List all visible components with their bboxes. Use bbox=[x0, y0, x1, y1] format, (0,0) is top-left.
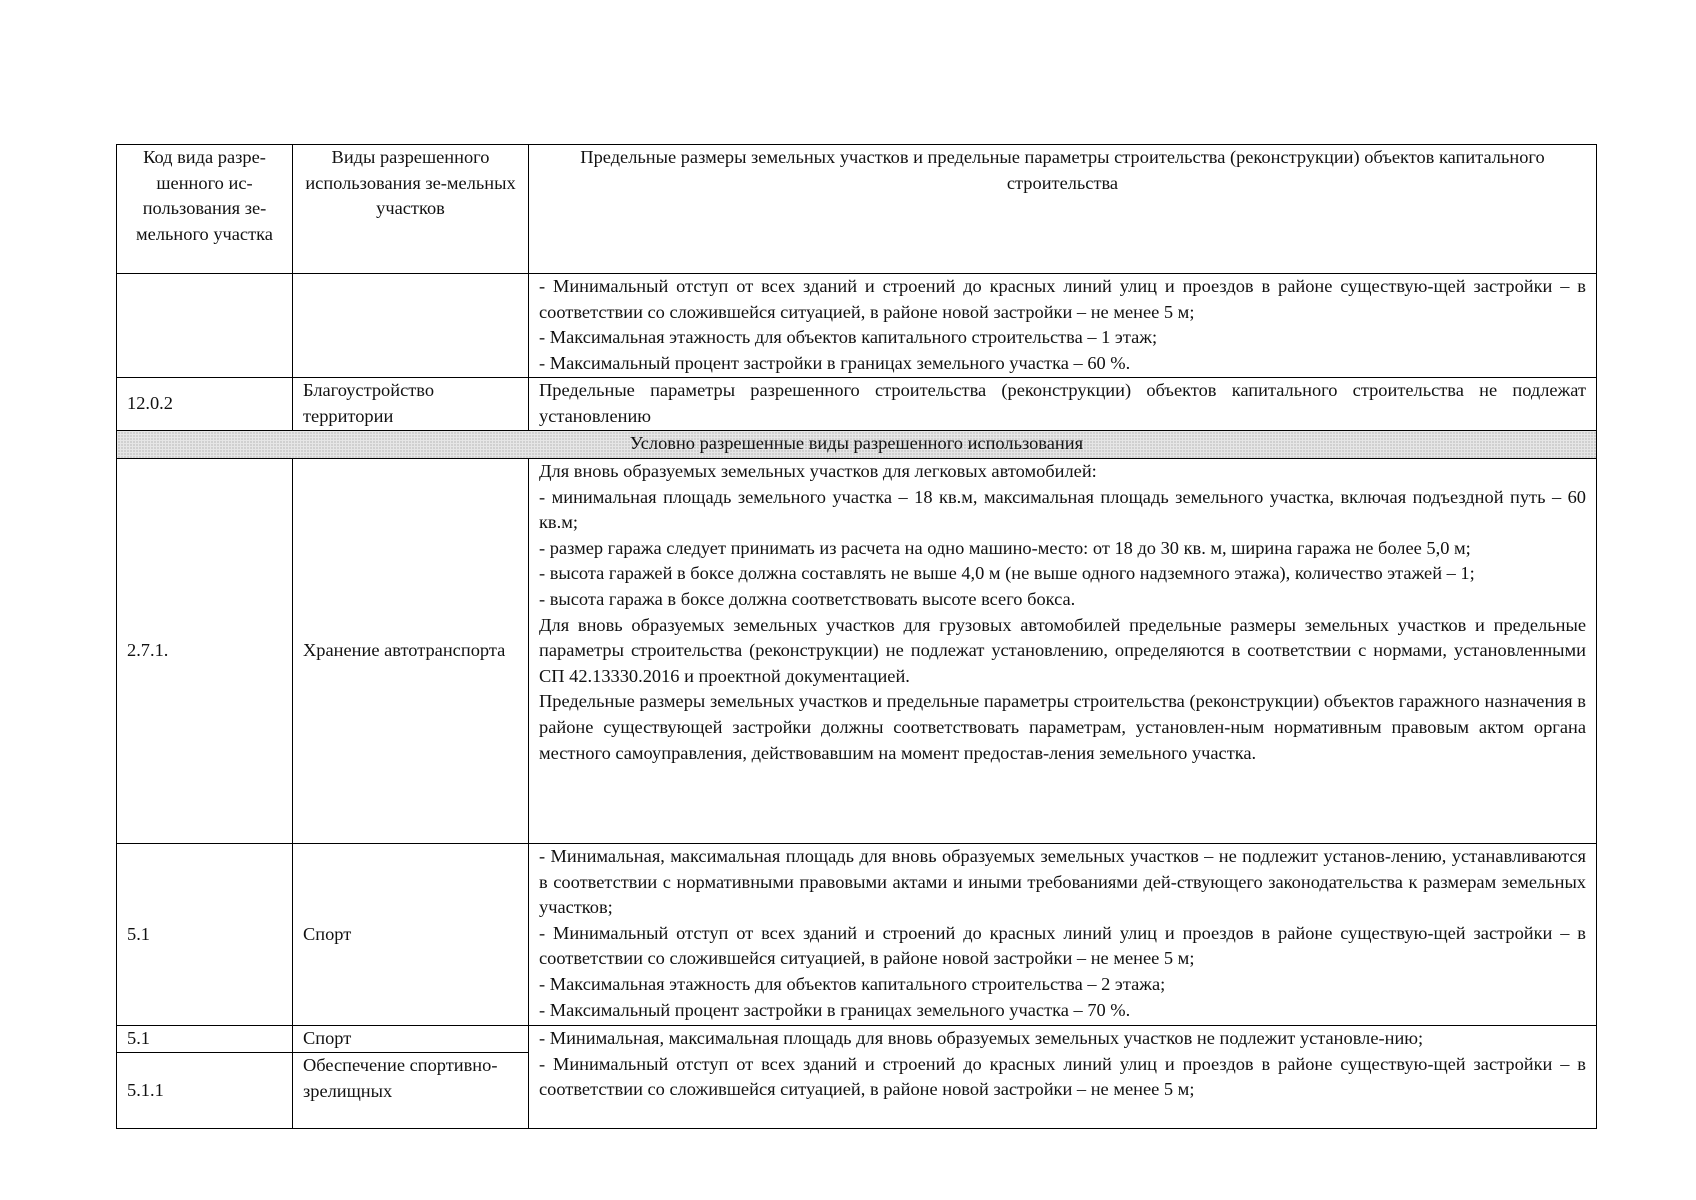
parameter-line: - Максимальная этажность для объектов капитального строительства – 1 этаж; bbox=[539, 327, 1158, 348]
table-row bbox=[117, 378, 1597, 431]
parameter-line: - минимальная площадь земельного участка – 18 кв.м, максимальная площадь земельного участка, включая подъездной путь – 60 кв.м; bbox=[539, 486, 1586, 533]
parameters-cell bbox=[529, 378, 1597, 431]
section-title bbox=[117, 431, 1597, 459]
parameters-cell bbox=[529, 274, 1597, 378]
parameter-line: Для вновь образуемых земельных участков для грузовых автомобилей предельные размеры земельных участков и предельные параметры строительства (реконструкции) не подлежат установлению, определяются в соответствии с нормами, установленными СП 42.13330.2016 и проектной документацией. bbox=[539, 614, 1586, 686]
section-title-text: Условно разрешенные виды разрешенного использования bbox=[629, 433, 1084, 453]
parameter-line: - Минимальный отступ от всех зданий и строений до красных линий улиц и проездов в районе существую-щей застройки – в соответствии со сложившейся ситуацией, в районе новой застройки – не менее 5 м; bbox=[539, 276, 1586, 322]
zoning-table bbox=[116, 144, 1597, 1129]
parameter-line: - Минимальная, максимальная площадь для вновь образуемых земельных участков не подлежит установле-нию; bbox=[539, 1028, 1424, 1048]
parameter-line: Для вновь образуемых земельных участков для легковых автомобилей: bbox=[539, 461, 1097, 481]
parameter-line: - высота гаражей в боксе должна составлять не выше 4,0 м (не выше одного надземного этажа), количество этажей – 1; bbox=[539, 563, 1475, 584]
parameter-line: - Максимальная этажность для объектов капитального строительства – 2 этажа; bbox=[539, 973, 1166, 994]
parameter-line: - высота гаража в боксе должна соответствовать высоте всего бокса. bbox=[539, 588, 1076, 609]
code-cell: 5.1 bbox=[117, 1026, 293, 1053]
code-cell: 12.0.2 bbox=[117, 378, 293, 431]
use-type-cell: Хранение автотранспорта bbox=[293, 459, 529, 844]
table-row bbox=[117, 844, 1597, 1026]
header-parameters: Предельные размеры земельных участков и предельные параметры строительства (реконструкции) объектов капитального строительства bbox=[529, 145, 1597, 274]
header-code: Код вида разре-шенного ис-пользования зе-мельного участка bbox=[117, 145, 293, 274]
parameter-line: Предельные параметры разрешенного строительства (реконструкции) объектов капитального строительства не подлежат установлению bbox=[539, 380, 1586, 426]
parameters-cell bbox=[529, 844, 1597, 1026]
table-row bbox=[117, 274, 1597, 378]
parameters-cell bbox=[529, 459, 1597, 844]
use-type-cell: Обеспечение спортивно-зрелищных bbox=[293, 1053, 529, 1129]
code-cell bbox=[117, 274, 293, 378]
parameter-line: - Максимальный процент застройки в границах земельного участка – 60 %. bbox=[539, 352, 1131, 373]
parameter-line: - размер гаража следует принимать из расчета на одно машино-место: от 18 до 30 кв. м, ширина гаража не более 5,0 м; bbox=[539, 537, 1471, 558]
parameter-line: - Минимальная, максимальная площадь для вновь образуемых земельных участков – не подлежит установ-лению, устанавливаются в соответствии с нормативными правовыми актами и иными требованиями дей-ствующего законодательства к размерам земельных участков; bbox=[539, 846, 1586, 918]
parameter-line: - Минимальный отступ от всех зданий и строений до красных линий улиц и проездов в районе существую-щей застройки – в соответствии со сложившейся ситуацией, в районе новой застройки – не менее 5 м; bbox=[539, 1053, 1586, 1100]
header-use-type: Виды разрешенного использования зе-мельных участков bbox=[293, 145, 529, 274]
use-type-cell: Спорт bbox=[293, 1026, 529, 1053]
use-type-cell: Благоустройство территории bbox=[293, 378, 529, 431]
parameter-line: - Минимальный отступ от всех зданий и строений до красных линий улиц и проездов в районе существую-щей застройки – в соответствии со сложившейся ситуацией, в районе новой застройки – не менее 5 м; bbox=[539, 922, 1586, 969]
parameter-line: Предельные размеры земельных участков и предельные параметры строительства (реконструкции) объектов гаражного назначения в районе существующей застройки должны соответствовать параметрам, установлен-ным нормативным правовым актом органа местного самоуправления, действовавшим на момент предостав-ления земельного участка. bbox=[539, 691, 1586, 763]
parameters-cell bbox=[529, 1026, 1597, 1129]
table-header-row bbox=[117, 145, 1597, 274]
code-cell: 5.1.1 bbox=[117, 1053, 293, 1129]
code-cell: 2.7.1. bbox=[117, 459, 293, 844]
use-type-cell bbox=[293, 274, 529, 378]
table-row bbox=[117, 459, 1597, 844]
table-row bbox=[117, 1026, 1597, 1053]
use-type-cell: Спорт bbox=[293, 844, 529, 1026]
section-header-row bbox=[117, 431, 1597, 459]
code-cell: 5.1 bbox=[117, 844, 293, 1026]
parameter-line: - Максимальный процент застройки в границах земельного участка – 70 %. bbox=[539, 999, 1131, 1020]
